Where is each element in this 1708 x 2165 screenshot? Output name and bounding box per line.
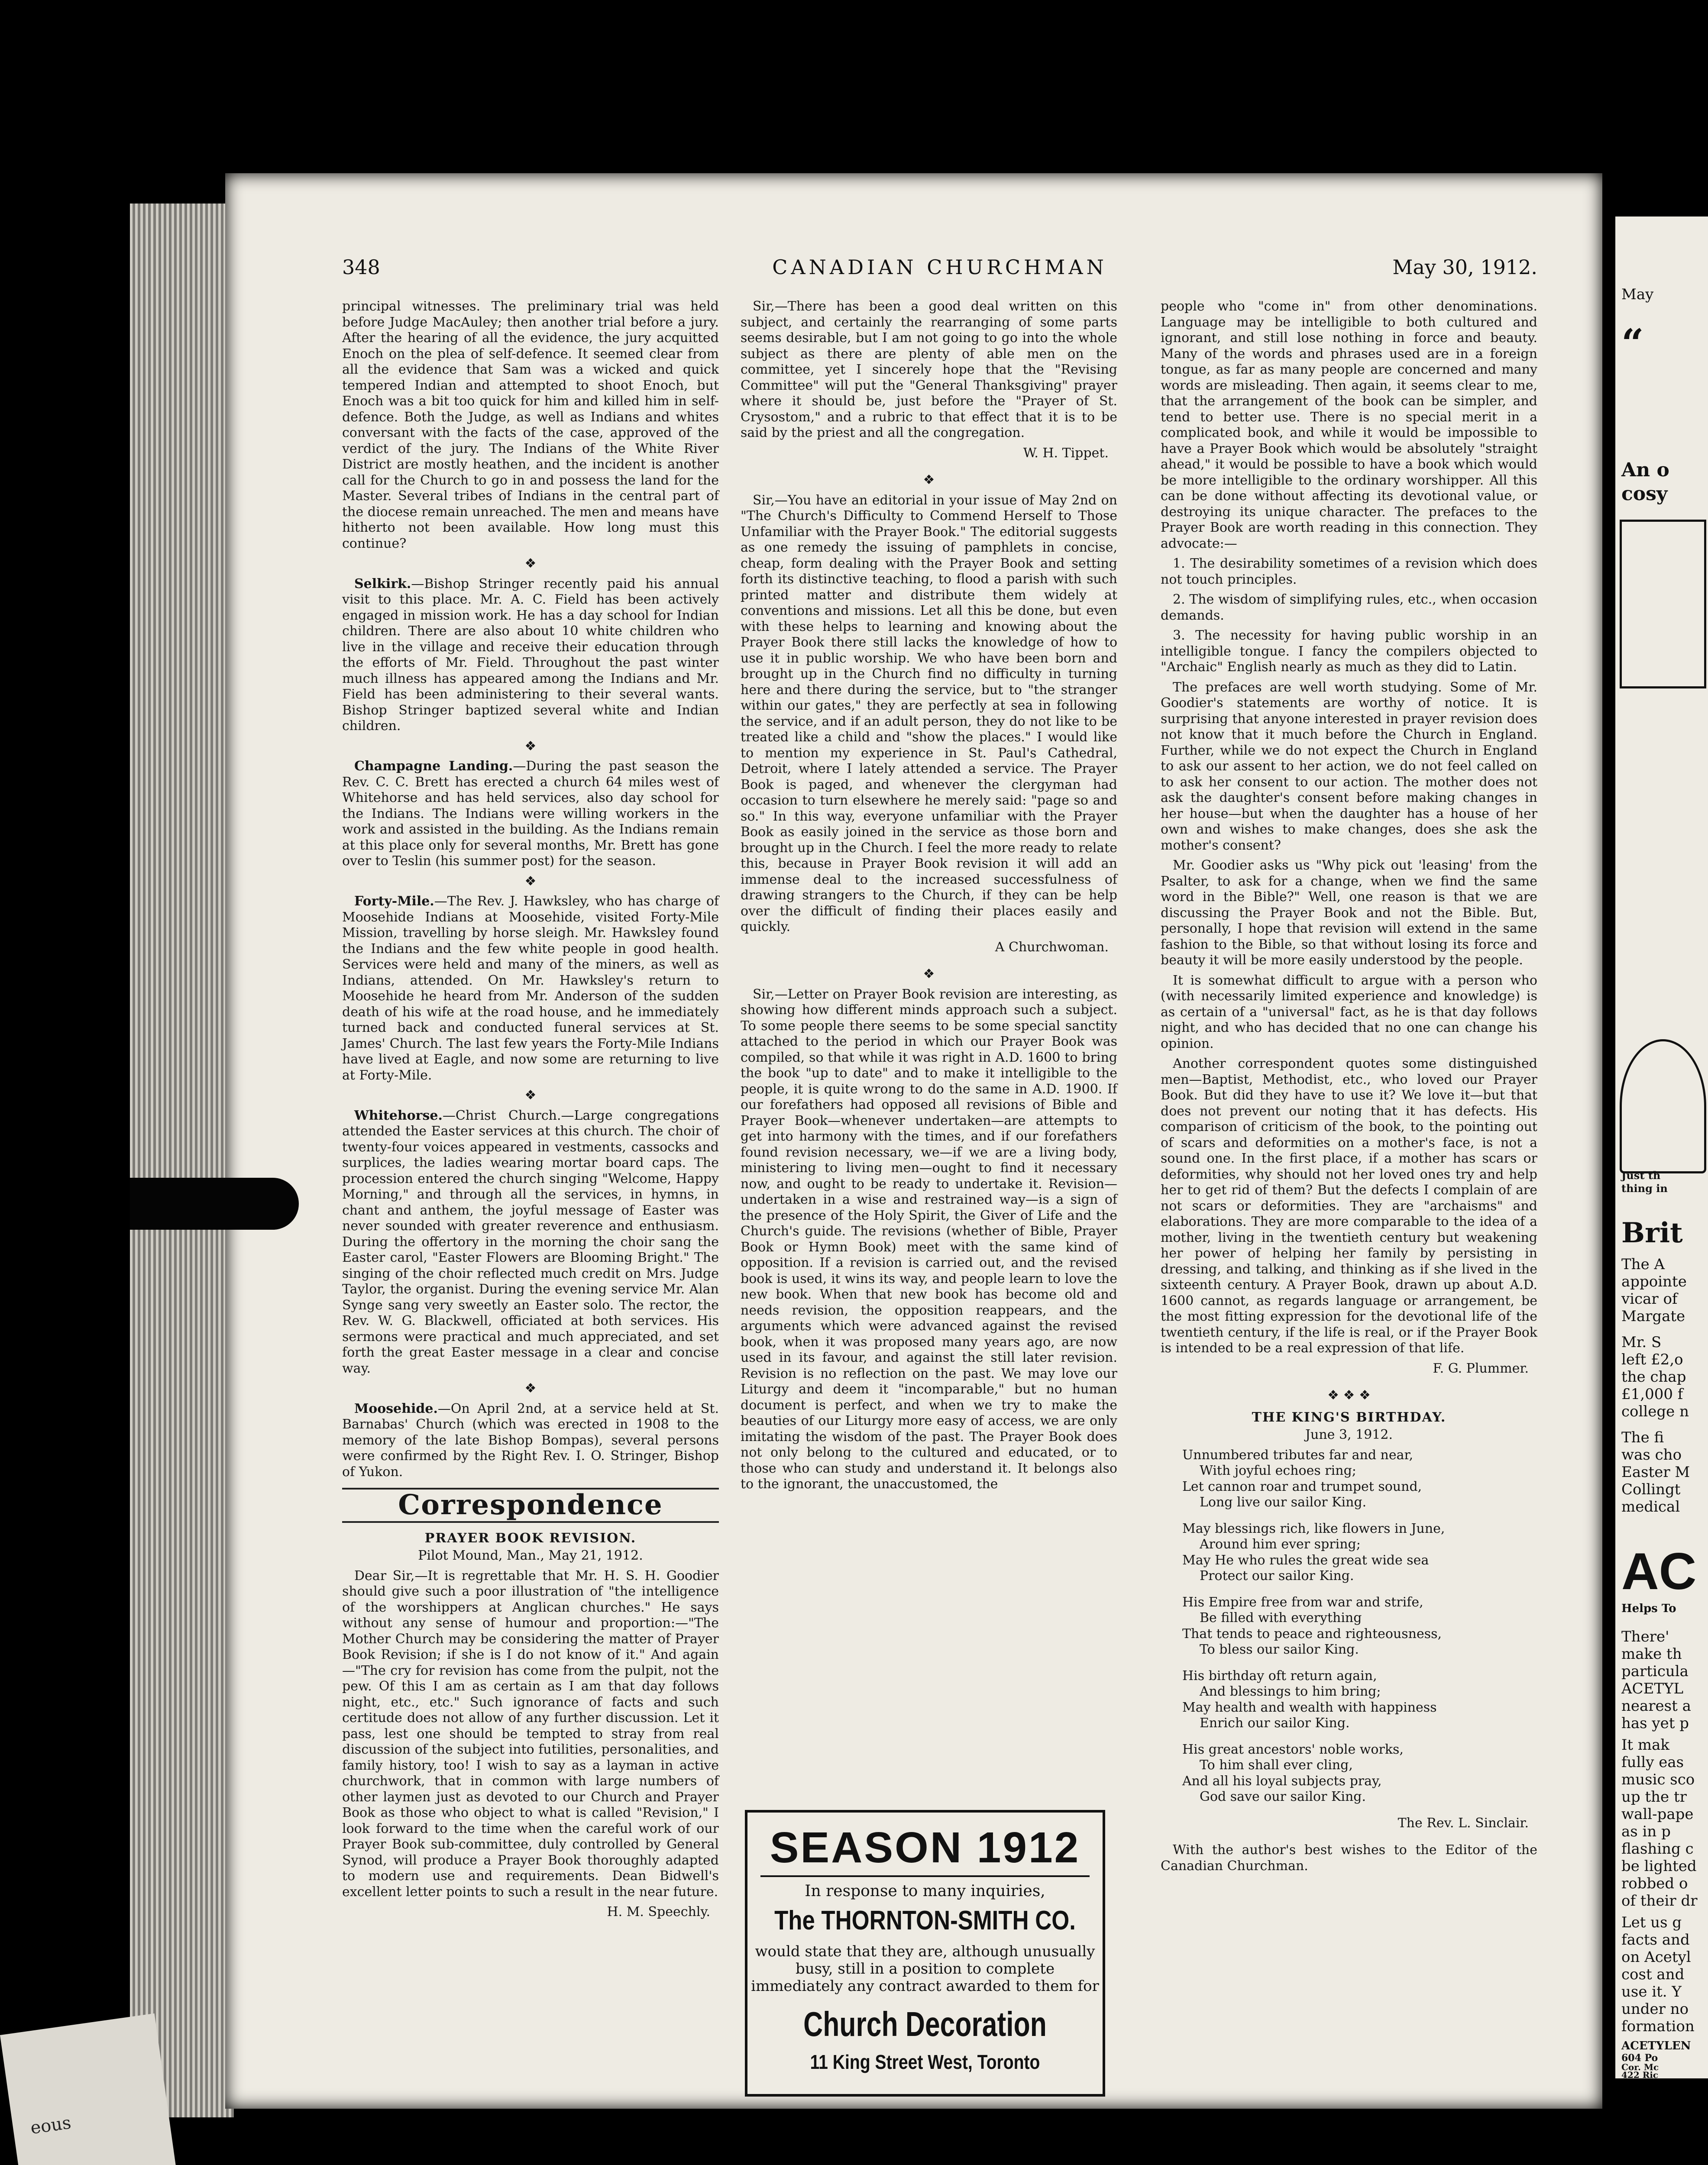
letter-signature: H. M. Speechly. [607,1904,710,1919]
letter-body: Dear Sir,—It is regrettable that Mr. H. S. H. Goodier should give such a poor illustration of "the intelligence of the worshippers at Anglican churches." He says without any sense of humour and proportion:—"The Mother Church may be considering the matter of Prayer Book Revision; if she is I do not know of it." And again—"The cry for revision has come from the pulpit, not the pew. Of this I am as certain as I am that day follows night, etc., etc." Such ignorance of facts and such certitude does not allow of any further discussion. Let it pass, lest one should be tempted to stray from real discussion of the subject into futilities, personalities, and family history, too! I wish to say as a layman in active churchwork, that in common with large numbers of other laymen just as devoted to our Church and Prayer Book as those who object to what is called "Revision," I look forward to the time when the careful work of our Prayer Book sub-committee, duly controlled by General Synod, will produce a Prayer Book thoroughly adapted to modern use and requirements. Dean Bidwell's excellent letter points to such a result in the near future. [342,1568,719,1900]
whitehorse-paragraph [342,1108,719,1377]
plummer-p8: Another correspondent quotes some distinguished men—Baptist, Methodist, etc., who loved our Prayer Book. But did they have to use it? We love it—but that does not prevent our noting that it has defects. His comparison of criticism of the book, to the pointing out of scars and deformities on a mother's face, is not a sound one. In the first place, if a mother has scars or deformities, why should not her loved ones try and help her to get rid of them? But the defects I complain of are not scars or deformities. They are "archaisms" and elaborations. They are more comparable to the idea of a mother, living in the twentieth century but weakening her power of helping her family by persisting in dressing, and talking, and thinking as if she lived in the sixteenth century. A Prayer Book, drawn up about A.D. 1600 cannot, as regards language or arrangement, be the most fitting expression for the devotional life of the twentieth century, if the life is real, or if the Prayer Book is intended to be a real expression of that life. [1161,1056,1537,1356]
plummer-p2: 1. The desirability sometimes of a revision which does not touch principles. [1161,556,1537,587]
page-number: 348 [342,255,380,279]
strip-text: of their dr [1621,1892,1698,1910]
page-edges [130,204,234,2117]
section-mark: ❖ [923,966,935,982]
plummer-p7: It is somewhat difficult to argue with a person who (with necessarily limited experience and knowledge) is as certain of a "universal" fact, as he is that day follows night, and who has decided that no one can change his opinion. [1161,973,1537,1051]
selkirk-heading: Selkirk. [354,576,411,591]
plummer-signature: F. G. Plummer. [1433,1360,1529,1376]
poem-line: Around him ever spring; [1200,1537,1361,1552]
poem-line: His birthday oft return again, [1182,1668,1377,1684]
poem-title: THE KING'S BIRTHDAY. [1252,1409,1446,1425]
poem-line: That tends to peace and righteousness, [1182,1626,1442,1642]
moosehide-text: —On April 2nd, at a service held at St. Barnabas' Church (which was erected in 1908 to the memory of the late Bishop Bompas), several persons were confirmed by the Right Rev. I. O. Stringer, Bishop of Yukon. [342,1401,719,1480]
poem-line: May blessings rich, like flowers in June, [1182,1521,1445,1536]
poem-line: To bless our sailor King. [1200,1642,1359,1657]
poem-line: And all his loyal subjects pray, [1182,1773,1382,1789]
ad-headline: SEASON 1912 [770,1823,1080,1872]
product-illustration [1620,1039,1706,1173]
poem-line: To him shall ever cling, [1200,1758,1353,1773]
signature-churchwoman: A Churchwoman. [995,939,1109,955]
plummer-p5: The prefaces are well worth studying. Some of Mr. Goodier's statements are worthy of notice. It is surprising that anyone interested in prayer revision does not know that it much before the Church in England. Further, while we do not expect the Church in England to ask our assent to her action, we do not feel called on to ask her consent to our action. The mother does not ask the daughter's consent before making changes in her house—but when the daughter has a house of her own and wishes to make changes, does she ask the mother's consent? [1161,679,1537,853]
whitehorse-text: —Christ Church.—Large congregations attended the Easter services at this church. The choir of twenty-four voices appeared in vestments, cassocks and surplices, the ladies wearing mortar board caps. The procession entered the church singing "Welcome, Happy Morning," and through all the services, in hymns, in chant and anthem, the joyful message of Easter was never sounded with greater reverence and enthusiasm. During the offertory in the morning the choir sang the Easter carol, "Easter Flowers are Blooming Bright." The singing of the choir reflected much credit on Mrs. Judge Taylor, the organist. During the evening service Mr. Alan Synge sang very sweetly an Easter solo. The rector, the Rev. W. G. Blackwell, officiated at both services. His sermons were practical and much appreciated, and set forth the great Easter message in a clear and concise way. [342,1108,719,1376]
thornton-smith-advertisement [745,1810,1105,2097]
strip-text: Mr. S [1621,1334,1662,1351]
strip-text: robbed o [1621,1875,1688,1892]
poem-line: Let cannon roar and trumpet sound, [1182,1479,1422,1494]
plummer-p4: 3. The necessity for having public worship in an intelligible tongue. I fancy the compilers objected to "Archaic" English nearly as much as they did to Latin. [1161,628,1537,675]
strip-text: use it. Y [1621,1983,1682,2000]
section-mark: ❖ [524,1381,537,1396]
poem-line: Unnumbered tributes far and near, [1182,1447,1414,1463]
strip-text: facts and [1621,1931,1690,1948]
strip-text: Easter M [1621,1464,1690,1481]
poem-stanza-5 [1161,1742,1537,1805]
ad-body: would state that they are, although unusually busy, still in a position to complete immediately any contract awarded to them for [751,1943,1099,1995]
poem-line: With joyful echoes ring; [1200,1463,1356,1478]
section-mark: ❖ [923,472,935,488]
selkirk-paragraph [342,576,719,734]
strip-text: Let us g [1621,1914,1682,1931]
whitehorse-heading: Whitehorse. [354,1108,443,1123]
forty-mile-text: —The Rev. J. Hawksley, who has charge of Moosehide Indians at Moosehide, visited Forty-Mile Mission, travelling by horse sleigh. Mr. Hawksley found the Indians and the few white people in good health. Services were held and many of the miners, as well as Indians, attended. On Mr. Hawksley's return to Moosehide he heard from Mr. Anderson of the sudden death of his wife at the road house, and he immediately turned back and conducted funeral services at St. James' Church. The last few years the Forty-Mile Indians have lived at Eagle, and now some are returning to live at Forty-Mile. [342,894,719,1083]
poem-line: Long live our sailor King. [1200,1495,1367,1510]
strip-text: May [1621,286,1654,303]
strip-text: be lighted [1621,1858,1697,1875]
strip-text: medical [1621,1498,1680,1516]
champagne-text: —During the past season the Rev. C. C. Brett has erected a church 64 miles west of Whitehorse and has held services, also day school for the Indians. The Indians were willing workers in the work and assisted in the building. As the Indians remain at this place only for several months, Mr. Brett has gone over to Teslin (his summer post) for the season. [342,759,719,869]
divider [342,1521,719,1523]
poem-line: May health and wealth with happiness [1182,1700,1437,1715]
strip-text: on Acetyl [1621,1948,1691,1966]
plummer-p6: Mr. Goodier asks us "Why pick out 'leasing' from the Psalter, to ask for a change, when we find the same word in the Bible?" Well, one reason is that we are discussing the Prayer Book and not the Bible. But, personally, I hope that revision will extend in the same fashion to the Bible, so that without losing its force and beauty it will be more easily understood by the people. [1161,858,1537,968]
poem-date: June 3, 1912. [1305,1427,1393,1442]
strip-text: It mak [1621,1736,1670,1754]
column-2 [741,299,1117,1497]
poem-signature: The Rev. L. Sinclair. [1397,1815,1529,1831]
strip-text: flashing c [1621,1840,1694,1858]
poem-stanza-2 [1161,1521,1537,1584]
strip-text: “ [1621,320,1644,366]
strip-text: formation [1621,2018,1695,2035]
poem-line: Enrich our sailor King. [1200,1716,1350,1731]
poem-stanza-1 [1161,1448,1537,1511]
strip-text: thing in [1621,1182,1668,1195]
strip-text: Margate [1621,1308,1685,1325]
poem-closing-note: With the author's best wishes to the Editor of the Canadian Churchman. [1161,1842,1537,1874]
strip-text: An o [1621,459,1669,481]
strip-text: appointe [1621,1273,1687,1290]
strip-text: ACETYL [1621,1680,1684,1697]
section-mark: ❖ [524,1088,537,1103]
strip-text: Collingt [1621,1481,1681,1498]
forty-mile-paragraph [342,894,719,1083]
strip-text: the chap [1621,1368,1686,1386]
strip-text: ACETYLEN [1621,2039,1691,2052]
plummer-p1: people who "come in" from other denominations. Language may be intelligible to both cultured and ignorant, and still lose nothing in force and beauty. Many of the words and phrases used are in a foreign tongue, as far as many people are concerned and many words are misleading. Then again, it seems clear to me, that the arrangement of the book can be simpler, and tend to better use. There is no special merit in a complicated book, and while it would be impossible to have a Prayer Book which would be absolutely "straight ahead," it would be possible to have a book which would be more intelligible to the ordinary worshipper. All this can be done without affecting its devotional value, or destroying its unique character. The prefaces to the Prayer Book are worth reading in this connection. They advocate:— [1161,299,1537,551]
strip-text: AC [1621,1542,1697,1600]
strip-text: under no [1621,2000,1689,2018]
poem-stanza-3 [1161,1595,1537,1658]
ad-intro: In response to many inquiries, [805,1882,1045,1900]
strip-text: make th [1621,1645,1682,1663]
champagne-paragraph [342,759,719,869]
section-mark: ❖ ❖ ❖ [1327,1388,1371,1403]
section-mark: ❖ [524,738,537,754]
next-page-strip [1615,216,1708,2078]
ad-company: The THORNTON-SMITH CO. [774,1906,1076,1936]
strip-text: was cho [1621,1446,1682,1464]
strip-text: left £2,o [1621,1351,1683,1368]
strip-text: nearest a [1621,1697,1691,1715]
poem-line: Protect our sailor King. [1200,1568,1354,1583]
poem-stanza-4 [1161,1668,1537,1732]
strip-text: cost and [1621,1966,1685,1983]
moosehide-paragraph [342,1401,719,1480]
strip-text: up the tr [1621,1788,1687,1806]
masthead: CANADIAN CHURCHMAN [772,255,1107,279]
page-header [342,255,1537,281]
selkirk-text: —Bishop Stringer recently paid his annual visit to this place. Mr. A. C. Field has been actively engaged in mission work. He has a day school for Indian children. There are also about 10 white children who live in the village and receive their education through the efforts of Mr. Field. Throughout the past winter much illness has appeared among the Indians and Mr. Field has been administering to their several wants. Bishop Stringer baptized several white and Indian children. [342,576,719,734]
letter-place-date: Pilot Mound, Man., May 21, 1912. [418,1548,643,1563]
ad-service: Church Decoration [803,2005,1047,2043]
strip-text: Cor. Mc [1621,2062,1659,2072]
strip-text: cosy [1621,483,1668,505]
strip-text: music sco [1621,1771,1695,1788]
strip-text: The A [1621,1256,1665,1273]
ad-rule [760,1875,1090,1877]
strip-text: 422 Ric [1621,2070,1659,2078]
poem-line: May He who rules the great wide sea [1182,1552,1429,1568]
ad-address: 11 King Street West, Toronto [810,2051,1040,2073]
section-mark: ❖ [524,556,537,571]
letter-tippet: Sir,—There has been a good deal written on this subject, and certainly the rearranging of some parts seems desirable, but I am not going to go into the whole subject as there are plenty of able men on the committee, yet I sincerely hope that the "Revising Committee" will put the "General Thanksgiving" prayer where it should be, just before the "Prayer of St. Crysostom," and a rubric to that effect that it is to be said by the priest and all the congregation. [741,299,1117,440]
strip-text: has yet p [1621,1715,1689,1732]
strip-text: Just th [1621,1169,1661,1182]
thumb [130,1178,299,1230]
slip-text: eous [29,2113,72,2139]
poem-line: Be filled with everything [1200,1610,1362,1625]
strip-text: There' [1621,1628,1669,1645]
column-1 [342,299,719,1932]
letter-plummer: Sir,—Letter on Prayer Book revision are interesting, as showing how different minds approach such a subject. To some people there seems to be some special sanctity attached to the period in which our Prayer Book was compiled, so that while it was right in A.D. 1600 to bring the book "up to date" and to make it intelligible to the people, it is quite wrong to do the same in A.D. 1900. If our forefathers had opposed all revisions of Bible and Prayer Book—whenever undertaken—are attempts to get into harmony with the times, and if our forefathers found revision necessary, we—if we are a living body, ministering to living men—ought to find it necessary now, and ought to be ready to undertake it. Revision—undertaken in a wise and restrained way—is a sign of the presence of the Holy Spirit, the Giver of Life and the Church's guide. The revisions (whether of Bible, Prayer Book or Hymn Book) meet with the same kind of opposition. If a revision is carried out, and the revised book is used, it wins its way, and people learn to love the new book. When that new book has become old and needs revision, the opposition reappears, and the arguments which were advanced against the revised book, when it was proposed many years ago, are now used in its favour, and against the still later revision. Revision is no reflection on the past. We may love our Liturgy and deem it "incomparable," but no human document is perfect, and when we try to make the beauties of our Liturgy more easy of access, we are only imitating the wisdom of the past. The Prayer Book does not only belong to the cultured and educated, or to those who can study and understand it. It belongs also to the ignorant, the unaccustomed, the [741,986,1117,1492]
issue-date: May 30, 1912. [1392,255,1537,279]
strip-text: The fi [1621,1429,1664,1446]
letter-title: PRAYER BOOK REVISION. [424,1530,637,1546]
strip-text: college n [1621,1403,1689,1420]
poem-line: His great ancestors' noble works, [1182,1742,1404,1757]
strip-text: fully eas [1621,1754,1684,1771]
strip-text: vicar of [1621,1290,1678,1308]
strip-text: as in p [1621,1823,1671,1840]
strip-text: 604 Po [1621,2052,1658,2064]
champagne-heading: Champagne Landing. [354,759,513,774]
poem-line: His Empire free from war and strife, [1182,1594,1423,1610]
stove-illustration [1620,520,1706,688]
column-3 [1161,299,1537,1878]
poem-line: God save our sailor King. [1200,1789,1366,1804]
moosehide-heading: Moosehide. [354,1401,438,1416]
plummer-p3: 2. The wisdom of simplifying rules, etc., when occasion demands. [1161,592,1537,623]
strip-text: Helps To [1621,1602,1676,1615]
strip-text: particula [1621,1663,1689,1680]
intro-paragraph: principal witnesses. The preliminary trial was held before Judge MacAuley; then another trial before a jury. After the hearing of all the evidence, the jury acquitted Enoch on the plea of self-defence. It seemed clear from all the evidence that Sam was a wicked and quick tempered Indian and attempted to shoot Enoch, but Enoch was a bit too quick for him and killed him in self-defence. Both the Judge, as well as Indians and whites conversant with the facts of the case, approved of the verdict of the jury. The Indians of the White River District are mostly heathen, and the incident is another call for the Church to go in and possess the land for the Master. Several tribes of Indians in the central part of the diocese remain unreached. The men and means have hitherto not been available. How long must this continue? [342,299,719,551]
strip-text: Brit [1621,1217,1683,1249]
strip-text: £1,000 f [1621,1386,1683,1403]
poem-line: And blessings to him bring; [1200,1684,1381,1699]
signature-tippet: W. H. Tippet. [1023,445,1109,461]
section-mark: ❖ [524,873,537,889]
strip-text: wall-pape [1621,1806,1694,1823]
letter-churchwoman: Sir,—You have an editorial in your issue of May 2nd on "The Church's Difficulty to Commend Herself to Those Unfamiliar with the Prayer Book." The editorial suggests as one remedy the issuing of pamphlets in concise, cheap, form dealing with the Prayer Book and setting forth its distinctive teaching, to flood a parish with such printed matter and distribute them widely at conventions and missions. Let all this be done, but even with these helps to learning and knowing about the Prayer Book there still lacks the knowledge of how to use it in public worship. We who have been born and brought up in the Church find no difficulty in turning here and there during the service, but to "the stranger within our gates," they are perfectly at sea in following the service, and if an adult person, they do not like to be treated like a child and "show the places." I would like to mention my experience in St. Paul's Cathedral, Detroit, where I lately attended a service. The Prayer Book is paged, and whenever the clergyman had occasion to turn elsewhere he merely said: "page so and so." In this way, everyone unfamiliar with the Prayer Book as easily joined in the service as those born and brought up in the Church. I feel the more ready to relate this, because in Prayer Book revision it will add an immense deal to the increased successfulness of drawing strangers to the Church, if they can be help over the difficult of finding their places easily and quickly. [741,492,1117,934]
correspondence-title: Correspondence [398,1489,663,1521]
forty-mile-heading: Forty-Mile. [354,894,434,909]
